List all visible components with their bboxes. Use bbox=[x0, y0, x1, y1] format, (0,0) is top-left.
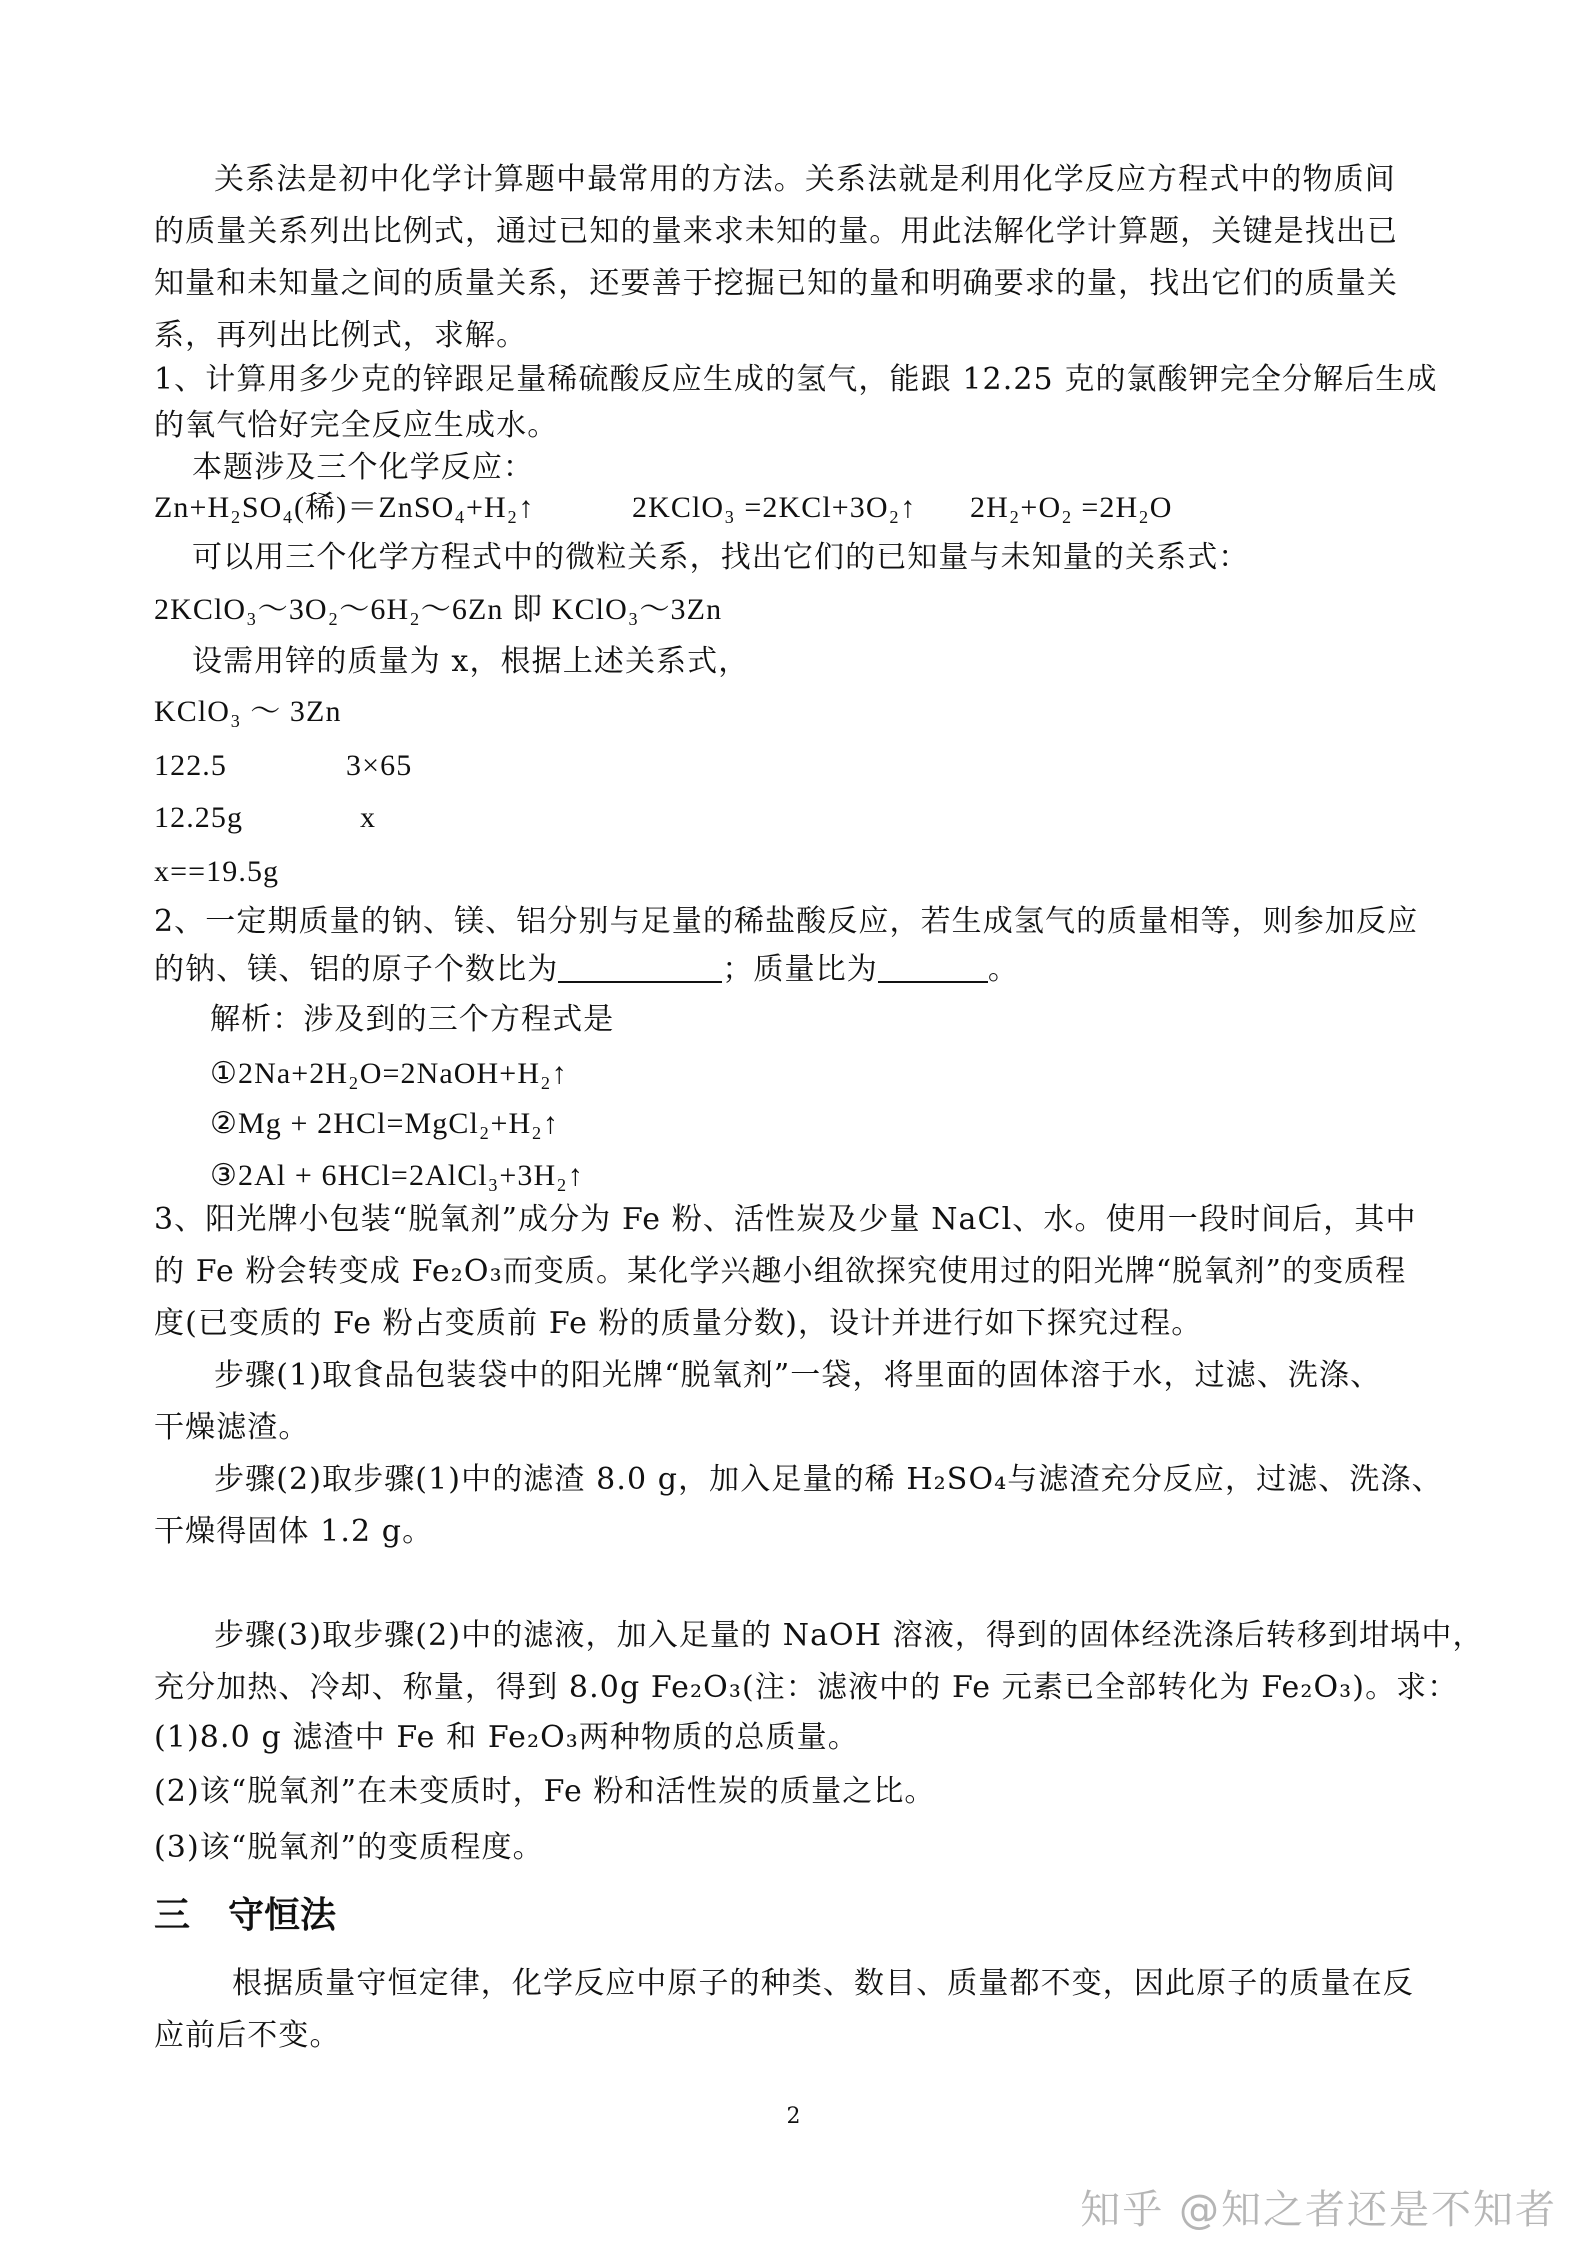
q1-row-3-a: 12.25g bbox=[154, 801, 244, 834]
section-line-1: 根据质量守恒定律，化学反应中原子的种类、数目、质量都不变，因此原子的质量在反 bbox=[232, 1966, 1414, 2001]
q2-line-1: 2、一定期质量的钠、镁、铝分别与足量的稀盐酸反应，若生成氢气的质量相等，则参加反应 bbox=[154, 904, 1419, 939]
q2-line-2-a: 的钠、镁、铝的原子个数比为 bbox=[154, 952, 559, 987]
q2-line-2-b: ；质量比为 bbox=[722, 952, 878, 987]
q1-row-2-b: 3×65 bbox=[346, 749, 413, 782]
q2-analysis: 解析：涉及到的三个方程式是 bbox=[210, 1002, 615, 1037]
q1-relation-text: 可以用三个化学方程式中的微粒关系，找出它们的已知量与未知量的关系式： bbox=[192, 540, 1250, 575]
q1-note: 本题涉及三个化学反应： bbox=[192, 450, 535, 485]
intro-line-1: 关系法是初中化学计算题中最常用的方法。关系法就是利用化学反应方程式中的物质间 bbox=[214, 162, 1396, 197]
intro-line-4: 系，再列出比例式，求解。 bbox=[154, 318, 528, 353]
q2-line-2-c: 。 bbox=[987, 952, 1019, 987]
q2-mass-blank[interactable] bbox=[878, 953, 988, 983]
q1-line-2: 的氧气恰好完全反应生成水。 bbox=[154, 408, 559, 443]
q1-equation-kclo3: 2KClO₃ =2KCl+3O₂↑ bbox=[632, 491, 917, 524]
q3-question-1: (1)8.0 g 滤渣中 Fe 和 Fe₂O₃两种物质的总质量。 bbox=[154, 1720, 859, 1755]
q2-equation-2: ②Mg + 2HCl=MgCl₂+H₂↑ bbox=[210, 1107, 559, 1140]
q1-relation-chain: 2KClO₃～3O₂～6H₂～6Zn 即 KClO₃～3Zn bbox=[154, 593, 723, 626]
q1-row-2-a: 122.5 bbox=[154, 749, 227, 782]
section-number: 三 bbox=[154, 1895, 191, 1936]
q3-line-3: 度(已变质的 Fe 粉占变质前 Fe 粉的质量分数)，设计并进行如下探究过程。 bbox=[154, 1306, 1203, 1341]
q1-row-3-b: x bbox=[360, 801, 377, 834]
section-line-2: 应前后不变。 bbox=[154, 2018, 341, 2053]
q3-question-3: (3)该“脱氧剂”的变质程度。 bbox=[154, 1830, 544, 1865]
q2-equation-1: ①2Na+2H₂O=2NaOH+H₂↑ bbox=[210, 1057, 568, 1090]
page-number: 2 bbox=[786, 2104, 801, 2129]
q2-line-2 bbox=[154, 950, 1019, 990]
intro-line-2: 的质量关系列出比例式，通过已知的量来求未知的量。用此法解化学计算题，关键是找出已 bbox=[154, 214, 1398, 249]
watermark: 知乎 @知之者还是不知者 bbox=[1080, 2187, 1557, 2233]
q1-row-1: KClO₃ ～ 3Zn bbox=[154, 695, 342, 728]
section-title: 守恒法 bbox=[228, 1895, 337, 1936]
q3-step2-line-1: 步骤(2)取步骤(1)中的滤渣 8.0 g，加入足量的稀 H₂SO₄与滤渣充分反应，过滤、洗涤、 bbox=[214, 1462, 1443, 1497]
intro-line-3: 知量和未知量之间的质量关系，还要善于挖掘已知的量和明确要求的量，找出它们的质量关 bbox=[154, 266, 1398, 301]
q3-step3-line-1: 步骤(3)取步骤(2)中的滤液，加入足量的 NaOH 溶液，得到的固体经洗涤后转移到坩埚中， bbox=[214, 1618, 1484, 1653]
q3-question-2: (2)该“脱氧剂”在未变质时，Fe 粉和活性炭的质量之比。 bbox=[154, 1774, 936, 1809]
q1-equation-h2: 2H₂+O₂ =2H₂O bbox=[970, 491, 1173, 524]
q3-line-2: 的 Fe 粉会转变成 Fe₂O₃而变质。某化学兴趣小组欲探究使用过的阳光牌“脱氧剂”的变质程 bbox=[154, 1254, 1407, 1289]
q2-ratio-blank[interactable] bbox=[558, 953, 722, 983]
section-heading bbox=[154, 1894, 336, 1938]
q1-line-1: 1、计算用多少克的锌跟足量稀硫酸反应生成的氢气，能跟 12.25 克的氯酸钾完全分解后生成 bbox=[154, 362, 1438, 397]
q3-step1-line-1: 步骤(1)取食品包装袋中的阳光牌“脱氧剂”一袋，将里面的固体溶于水，过滤、洗涤、 bbox=[214, 1358, 1382, 1393]
q3-step3-line-2: 充分加热、冷却、称量，得到 8.0g Fe₂O₃(注：滤液中的 Fe 元素已全部转化为 Fe₂O₃)。求： bbox=[154, 1670, 1459, 1705]
q3-line-1: 3、阳光牌小包装“脱氧剂”成分为 Fe 粉、活性炭及少量 NaCl、水。使用一段时间后，其中 bbox=[154, 1202, 1417, 1237]
q3-step2-line-2: 干燥得固体 1.2 g。 bbox=[154, 1514, 434, 1549]
q1-setup: 设需用锌的质量为 x，根据上述关系式， bbox=[192, 644, 750, 679]
q1-equation-zn: Zn+H₂SO₄(稀)＝ZnSO₄+H₂↑ bbox=[154, 491, 535, 524]
q2-equation-3: ③2Al + 6HCl=2AlCl₃+3H₂↑ bbox=[210, 1159, 584, 1192]
q1-answer: x==19.5g bbox=[154, 855, 280, 888]
q3-step1-line-2: 干燥滤渣。 bbox=[154, 1410, 310, 1445]
